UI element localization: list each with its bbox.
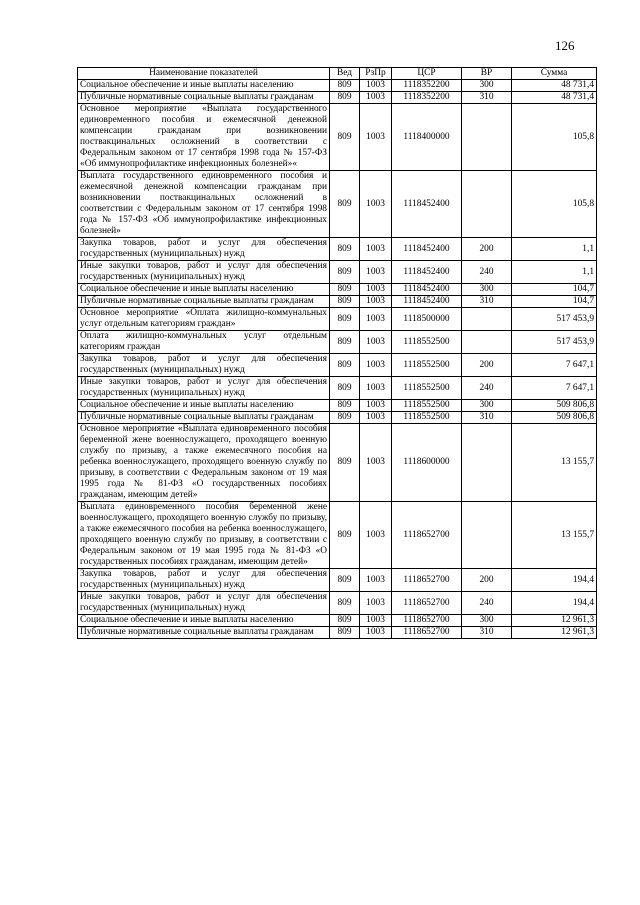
table-row	[78, 615, 597, 627]
table-row	[78, 569, 597, 592]
cell-csr: 1118652700	[392, 615, 462, 627]
cell-csr: 1118552500	[392, 331, 462, 354]
cell-ved: 809	[330, 261, 360, 284]
cell-sum: 105,8	[512, 171, 597, 238]
cell-vr: 240	[462, 592, 512, 615]
cell-name: Основное мероприятие «Выплата единовременного пособия беременной жене военнослужащего, проходящего военную службу по призыву, а также ежемесячного пособия на ребенка военнослужащего, проходящего военную службу по призыву, в соответствии с Федеральным законом от 19 мая 1995 года № 81-ФЗ «О государственных пособиях гражданам, имеющим детей»	[78, 424, 330, 502]
cell-sum: 13 155,7	[512, 502, 597, 569]
cell-sum: 48 731,4	[512, 92, 597, 104]
cell-sum: 7 647,1	[512, 354, 597, 377]
cell-name: Публичные нормативные социальные выплаты гражданам	[78, 412, 330, 424]
cell-ved: 809	[330, 569, 360, 592]
cell-rzpr: 1003	[360, 261, 392, 284]
cell-rzpr: 1003	[360, 615, 392, 627]
cell-name: Основное мероприятие «Выплата государственного единовременного пособия и ежемесячной денежной компенсации гражданам при возникновении поствакцинальных осложнений в соответствии с Федеральным законом от 17 сентября 1998 года № 157-ФЗ «Об иммунопрофилактике инфекционных болезней»«	[78, 104, 330, 171]
cell-ved: 809	[330, 592, 360, 615]
table-row	[78, 592, 597, 615]
table-row	[78, 80, 597, 92]
cell-sum: 194,4	[512, 569, 597, 592]
cell-ved: 809	[330, 424, 360, 502]
cell-vr	[462, 502, 512, 569]
cell-csr: 1118452400	[392, 261, 462, 284]
cell-name: Иные закупки товаров, работ и услуг для обеспечения государственных (муниципальных) нужд	[78, 592, 330, 615]
cell-rzpr: 1003	[360, 377, 392, 400]
cell-csr: 1118352200	[392, 92, 462, 104]
cell-sum: 104,7	[512, 284, 597, 296]
cell-ved: 809	[330, 627, 360, 639]
cell-name: Социальное обеспечение и иные выплаты населению	[78, 80, 330, 92]
table-body	[78, 80, 597, 639]
cell-csr: 1118652700	[392, 569, 462, 592]
cell-csr: 1118452400	[392, 238, 462, 261]
cell-sum: 509 806,8	[512, 400, 597, 412]
cell-name: Закупка товаров, работ и услуг для обеспечения государственных (муниципальных) нужд	[78, 354, 330, 377]
table-row	[78, 261, 597, 284]
cell-vr: 310	[462, 412, 512, 424]
cell-ved: 809	[330, 92, 360, 104]
cell-csr: 1118652700	[392, 592, 462, 615]
cell-vr: 300	[462, 284, 512, 296]
header-vr: ВР	[462, 68, 512, 80]
page-number: 126	[555, 38, 575, 53]
cell-csr: 1118452400	[392, 171, 462, 238]
table-row	[78, 104, 597, 171]
cell-sum: 517 453,9	[512, 308, 597, 331]
header-ved: Вед	[330, 68, 360, 80]
cell-rzpr: 1003	[360, 424, 392, 502]
cell-ved: 809	[330, 400, 360, 412]
cell-vr: 310	[462, 627, 512, 639]
cell-name: Закупка товаров, работ и услуг для обеспечения государственных (муниципальных) нужд	[78, 238, 330, 261]
cell-sum: 1,1	[512, 238, 597, 261]
cell-rzpr: 1003	[360, 238, 392, 261]
table-row	[78, 354, 597, 377]
cell-sum: 12 961,3	[512, 615, 597, 627]
cell-name: Выплата государственного единовременного пособия и ежемесячной денежной компенсации гражданам при возникновении поствакцинальных осложнений в соответствии с Федеральным законом от 17 сентября 1998 года № 157-ФЗ «Об иммунопрофилактике инфекционных болезней»	[78, 171, 330, 238]
cell-csr: 1118452400	[392, 284, 462, 296]
cell-csr: 1118552500	[392, 377, 462, 400]
cell-vr	[462, 331, 512, 354]
cell-rzpr: 1003	[360, 308, 392, 331]
table-row	[78, 627, 597, 639]
cell-ved: 809	[330, 80, 360, 92]
cell-vr: 300	[462, 80, 512, 92]
cell-rzpr: 1003	[360, 80, 392, 92]
cell-rzpr: 1003	[360, 502, 392, 569]
cell-ved: 809	[330, 377, 360, 400]
cell-csr: 1118452400	[392, 296, 462, 308]
table-row	[78, 171, 597, 238]
table-row	[78, 412, 597, 424]
cell-vr: 310	[462, 296, 512, 308]
cell-name: Оплата жилищно-коммунальных услуг отдельным категориям граждан	[78, 331, 330, 354]
cell-ved: 809	[330, 104, 360, 171]
cell-csr: 1118400000	[392, 104, 462, 171]
cell-sum: 1,1	[512, 261, 597, 284]
cell-sum: 7 647,1	[512, 377, 597, 400]
cell-csr: 1118500000	[392, 308, 462, 331]
cell-csr: 1118652700	[392, 627, 462, 639]
cell-rzpr: 1003	[360, 627, 392, 639]
table-row	[78, 377, 597, 400]
cell-rzpr: 1003	[360, 354, 392, 377]
cell-ved: 809	[330, 502, 360, 569]
header-rzpr: РзПр	[360, 68, 392, 80]
table-header	[78, 68, 597, 80]
cell-rzpr: 1003	[360, 569, 392, 592]
cell-vr: 240	[462, 261, 512, 284]
cell-ved: 809	[330, 284, 360, 296]
cell-name: Публичные нормативные социальные выплаты гражданам	[78, 627, 330, 639]
cell-vr	[462, 424, 512, 502]
cell-vr: 240	[462, 377, 512, 400]
cell-csr: 1118352200	[392, 80, 462, 92]
cell-rzpr: 1003	[360, 331, 392, 354]
cell-rzpr: 1003	[360, 400, 392, 412]
cell-name: Публичные нормативные социальные выплаты гражданам	[78, 92, 330, 104]
table-row	[78, 296, 597, 308]
cell-rzpr: 1003	[360, 592, 392, 615]
cell-csr: 1118552500	[392, 412, 462, 424]
cell-ved: 809	[330, 171, 360, 238]
table-row	[78, 238, 597, 261]
cell-rzpr: 1003	[360, 412, 392, 424]
table-row	[78, 92, 597, 104]
cell-name: Основное мероприятие «Оплата жилищно-коммунальных услуг отдельным категориям граждан»	[78, 308, 330, 331]
cell-rzpr: 1003	[360, 92, 392, 104]
cell-rzpr: 1003	[360, 284, 392, 296]
cell-csr: 1118552500	[392, 354, 462, 377]
table-row	[78, 331, 597, 354]
header-name: Наименование показателей	[78, 68, 330, 80]
cell-rzpr: 1003	[360, 104, 392, 171]
header-sum: Сумма	[512, 68, 597, 80]
cell-vr: 200	[462, 354, 512, 377]
cell-name: Закупка товаров, работ и услуг для обеспечения государственных (муниципальных) нужд	[78, 569, 330, 592]
cell-name: Социальное обеспечение и иные выплаты населению	[78, 400, 330, 412]
cell-ved: 809	[330, 331, 360, 354]
cell-sum: 509 806,8	[512, 412, 597, 424]
cell-rzpr: 1003	[360, 171, 392, 238]
cell-ved: 809	[330, 296, 360, 308]
cell-vr	[462, 104, 512, 171]
cell-vr	[462, 308, 512, 331]
cell-vr	[462, 171, 512, 238]
cell-sum: 12 961,3	[512, 627, 597, 639]
cell-ved: 809	[330, 354, 360, 377]
cell-vr: 300	[462, 615, 512, 627]
cell-vr: 200	[462, 238, 512, 261]
cell-ved: 809	[330, 238, 360, 261]
cell-sum: 105,8	[512, 104, 597, 171]
header-row	[78, 68, 597, 80]
cell-sum: 194,4	[512, 592, 597, 615]
cell-sum: 48 731,4	[512, 80, 597, 92]
cell-name: Публичные нормативные социальные выплаты гражданам	[78, 296, 330, 308]
cell-csr: 1118652700	[392, 502, 462, 569]
cell-name: Выплата единовременного пособия беременной жене военнослужащего, проходящего военную службу по призыву, а также ежемесячного пособия на ребенка военнослужащего, проходящего военную службу по призыву, в соответствии с Федеральным законом от 19 мая 1995 года № 81-ФЗ «О государственных пособиях гражданам, имеющим детей»	[78, 502, 330, 569]
cell-rzpr: 1003	[360, 296, 392, 308]
cell-vr: 300	[462, 400, 512, 412]
table-row	[78, 308, 597, 331]
table-row	[78, 424, 597, 502]
cell-name: Иные закупки товаров, работ и услуг для обеспечения государственных (муниципальных) нужд	[78, 261, 330, 284]
cell-sum: 104,7	[512, 296, 597, 308]
cell-name: Социальное обеспечение и иные выплаты населению	[78, 615, 330, 627]
cell-sum: 13 155,7	[512, 424, 597, 502]
cell-sum: 517 453,9	[512, 331, 597, 354]
cell-vr: 200	[462, 569, 512, 592]
cell-name: Иные закупки товаров, работ и услуг для обеспечения государственных (муниципальных) нужд	[78, 377, 330, 400]
cell-csr: 1118552500	[392, 400, 462, 412]
budget-table	[77, 67, 597, 639]
cell-ved: 809	[330, 308, 360, 331]
cell-ved: 809	[330, 412, 360, 424]
header-csr: ЦСР	[392, 68, 462, 80]
table-row	[78, 502, 597, 569]
cell-ved: 809	[330, 615, 360, 627]
cell-vr: 310	[462, 92, 512, 104]
table-row	[78, 284, 597, 296]
cell-csr: 1118600000	[392, 424, 462, 502]
cell-name: Социальное обеспечение и иные выплаты населению	[78, 284, 330, 296]
table-row	[78, 400, 597, 412]
